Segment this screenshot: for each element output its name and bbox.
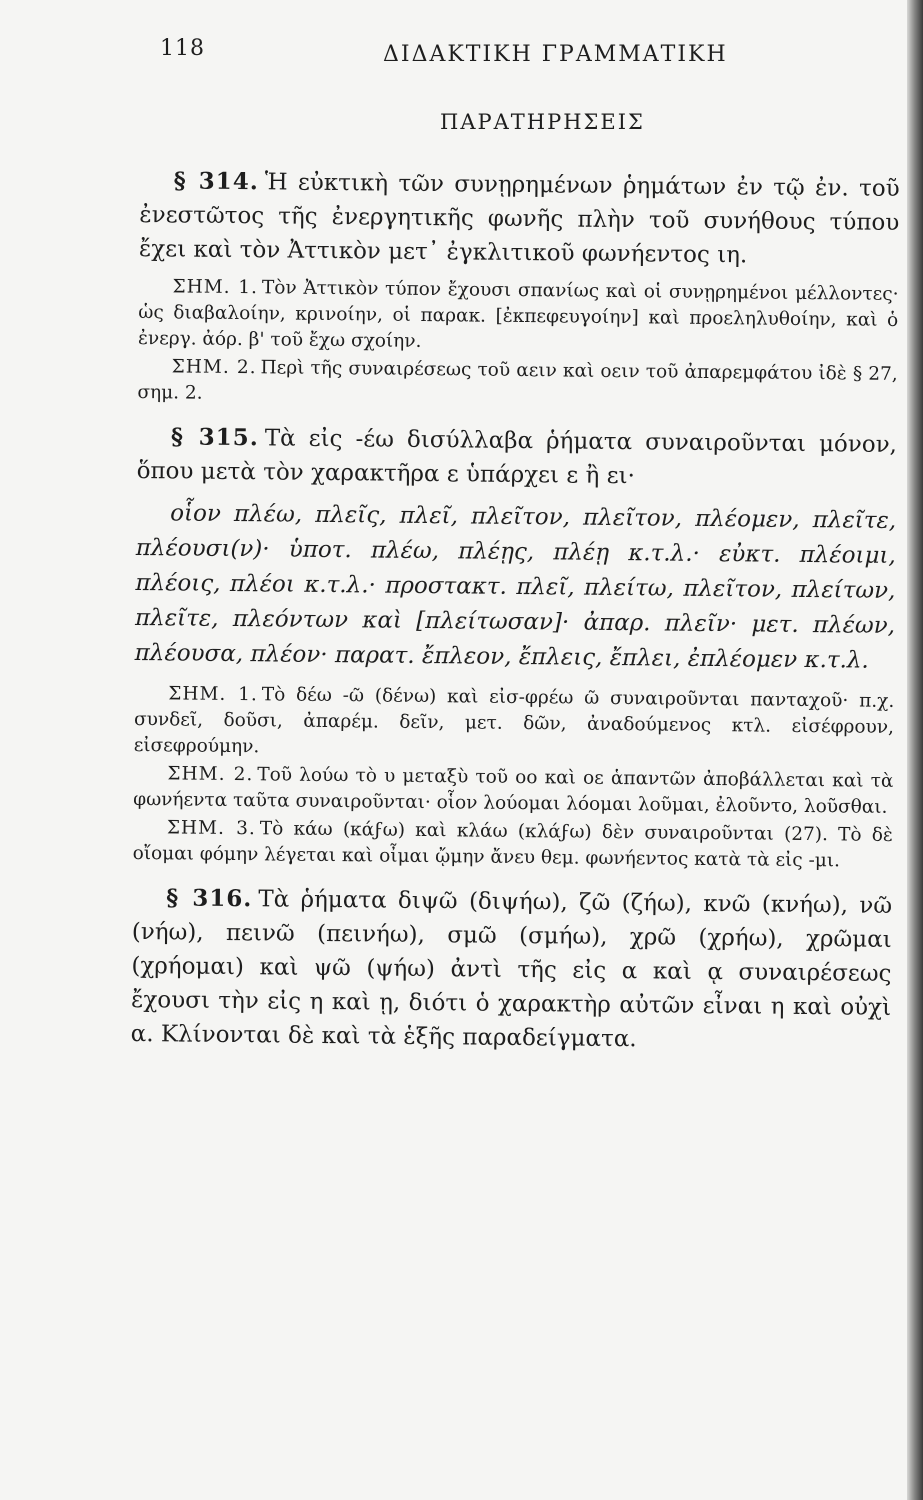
note-text: Τὸ κάω (κάϝω) καὶ κλάω (κλάϝω) δὲν συναιροῦνται (27). Τὸ δὲ οἴομαι φόμην λέγεται καὶ οἶμαι ᾤμην ἄνευ θεμ. φωνήεντος κατὰ τὰ εἰς -μι. xyxy=(132,818,893,872)
note-label: ΣΗΜ. 1. xyxy=(168,683,258,706)
note-315-1 xyxy=(134,681,895,767)
notes-314 xyxy=(137,274,898,414)
section-title: ΠΑΡΑΤΗΡΗΣΕΙΣ xyxy=(440,110,645,134)
section-number: § 315. xyxy=(170,423,259,452)
paragraph-text: Τὰ ῥήματα διψῶ (διψήω), ζῶ (ζήω), κνῶ (κνήω), νῶ (νήω), πεινῶ (πεινήω), σμῶ (σμήω), χρῶ (χρήω), χρῶμαι (χρήομαι) καὶ ψῶ (ψήω) ἀντὶ τῆς εἰς α καὶ ᾳ συναιρέσεως ἔχουσι τὴν εἰς η καὶ ῃ, διότι ὁ χαρακτὴρ αὐτῶν εἶναι η καὶ οὐχὶ α. Κλίνονται δὲ καὶ τὰ ἑξῆς παραδείγματα. xyxy=(130,886,893,1053)
paragraph-314 xyxy=(139,164,900,274)
section-number: § 316. xyxy=(166,884,253,913)
note-314-2 xyxy=(137,354,898,414)
page-number: 118 xyxy=(160,36,205,61)
running-title: ΔΙΔΑΚΤΙΚΗ ΓΡΑΜΜΑΤΙΚΗ xyxy=(383,42,728,67)
notes-315 xyxy=(132,681,894,875)
note-text: Τὸ δέω -ῶ (δένω) καὶ εἰσ-φρέω ῶ συναιροῦνται πανταχοῦ· π.χ. συνδεῖ, δοῦσι, ἀπαρέμ. δεῖν, μετ. δῶν, ἀναδούμενος κτλ. εἰσέφρουν, εἰσεφρούμην. xyxy=(133,684,895,758)
note-text: Περὶ τῆς συναιρέσεως τοῦ αειν καὶ οειν τοῦ ἀπαρεμφάτου ἰδὲ § 27, σημ. 2. xyxy=(137,357,898,404)
note-text: Τὸν Ἀττικὸν τύπον ἔχουσι σπανίως καὶ οἱ συνῃρημένοι μέλλοντες· ὡς διαβαλοίην, κρινοίην, οἱ παρακ. [ἐκπεφευγοίην] καὶ προεληλυθοίην, καὶ ὁ ἐνεργ. ἀόρ. β' τοῦ ἔχω σχοίην. xyxy=(137,277,899,352)
note-text: Τοῦ λούω τὸ υ μεταξὺ τοῦ οο καὶ οε ἁπαντῶν ἀποβάλλεται καὶ τὰ φωνήεντα ταῦτα συναιροῦνται· οἷον λούομαι λόομαι λοῦμαι, ἐλοῦντο, λοῦσθαι. xyxy=(133,764,894,818)
note-314-1 xyxy=(138,274,899,360)
body-text xyxy=(130,150,899,1067)
note-label: ΣΗΜ. 3. xyxy=(166,817,256,840)
paragraph-315 xyxy=(136,420,897,496)
note-label: ΣΗΜ. 2. xyxy=(167,763,254,786)
note-315-2 xyxy=(133,761,894,821)
section-number: § 314. xyxy=(173,167,259,196)
note-315-3 xyxy=(132,815,893,875)
page-header xyxy=(0,26,923,76)
note-label: ΣΗΜ. 2. xyxy=(171,356,257,379)
paragraph-text: Ἡ εὐκτικὴ τῶν συνῃρημένων ῥημάτων ἐν τῷ ἐν. τοῦ ἐνεστῶτος τῆς ἐνεργητικῆς φωνῆς πλὴν τοῦ συνήθους τύπου ἔχει καὶ τὸν Ἀττικὸν μετ᾽ ἐγκλιτικοῦ φωνήεντος ιη. xyxy=(138,169,900,269)
paragraph-316 xyxy=(131,881,893,1059)
paragraph-text: Τὰ εἰς -έω δισύλλαβα ῥήματα συναιροῦνται μόνον, ὅπου μετὰ τὸν χαρακτῆρα ε ὑπάρχει ε ἢ ει· xyxy=(136,425,898,490)
paradigm-examples: οἷον πλέω, πλεῖς, πλεῖ, πλεῖτον, πλεῖτον, πλέομεν, πλεῖτε, πλέουσι(ν)· ὑποτ. πλέω, πλέῃς, πλέῃ κ.τ.λ.· εὐκτ. πλέοιμι, πλέοις, πλέοι κ.τ.λ.· προστακτ. πλεῖ, πλείτω, πλεῖτον, πλείτων, πλεῖτε, πλεόντων καὶ [πλείτωσαν]· ἀπαρ. πλεῖν· μετ. πλέων, πλέουσα, πλέον· παρατ. ἔπλεον, ἔπλεις, ἔπλει, ἐπλέομεν κ.τ.λ. xyxy=(134,500,897,674)
note-label: ΣΗΜ. 1. xyxy=(172,276,259,299)
page-binding-shadow xyxy=(907,0,923,1500)
